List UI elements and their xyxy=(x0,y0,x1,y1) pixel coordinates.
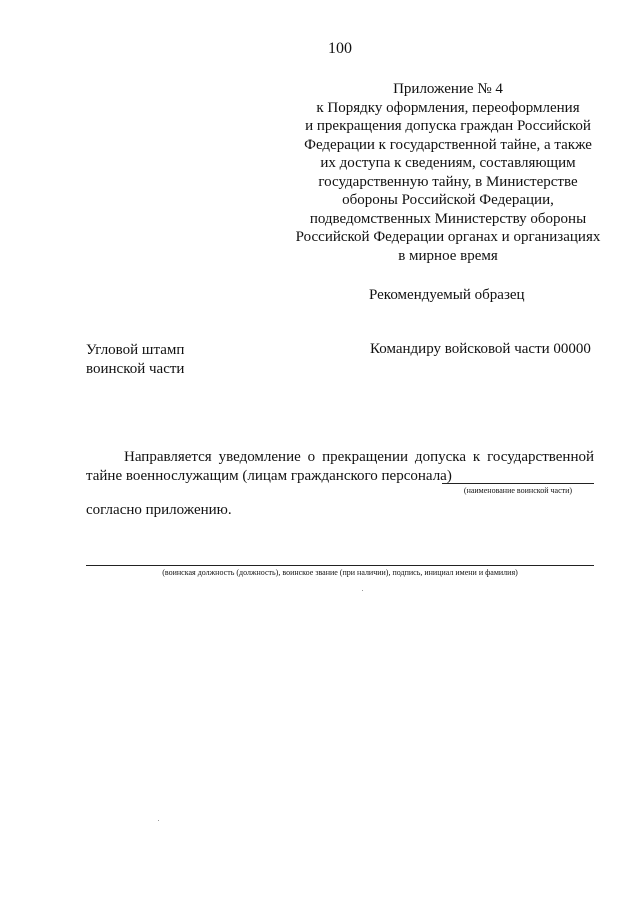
scan-speck xyxy=(362,590,363,591)
body-text-line: согласно приложению. xyxy=(86,502,232,518)
appendix-header xyxy=(278,80,618,265)
appendix-line: Приложение № 4 xyxy=(393,81,503,97)
appendix-line: обороны Российской Федерации, xyxy=(342,192,554,208)
appendix-line: в мирное время xyxy=(398,247,498,264)
body-text-line xyxy=(86,449,594,466)
addressee: Командиру войсковой части 00000 xyxy=(370,341,591,357)
appendix-line: Российской Федерации органах и организациях xyxy=(295,229,601,245)
sample-label: Рекомендуемый образец xyxy=(369,287,525,303)
scan-speck xyxy=(158,820,159,821)
unit-name-caption: (наименование воинской части) xyxy=(463,486,573,495)
signature-caption: (воинская должность (должность), воинское звание (при наличии), подпись, инициал имени и фамилия) xyxy=(162,568,518,577)
stamp-line: Угловой штамп xyxy=(86,342,185,358)
appendix-line: и прекращения допуска граждан Российской xyxy=(305,118,591,134)
appendix-line: их доступа к сведениям, составляющим xyxy=(320,155,576,171)
appendix-line: Федерации к государственной тайне, а также xyxy=(304,136,592,153)
signature-blank-line xyxy=(86,565,594,566)
appendix-line: государственную тайну, в Министерстве xyxy=(318,173,578,190)
stamp-line: воинской части xyxy=(86,361,185,377)
corner-stamp xyxy=(86,341,184,379)
body-text: Направляется уведомление о прекращении допуска к государственной xyxy=(124,449,594,465)
appendix-line: к Порядку оформления, переоформления xyxy=(316,99,580,116)
body-text-line: тайне военнослужащим (лицам гражданского персонала) xyxy=(86,468,452,484)
appendix-line: подведомственных Министерству обороны xyxy=(309,210,587,227)
unit-name-blank-line xyxy=(442,483,594,484)
page-number: 100 xyxy=(328,40,352,57)
